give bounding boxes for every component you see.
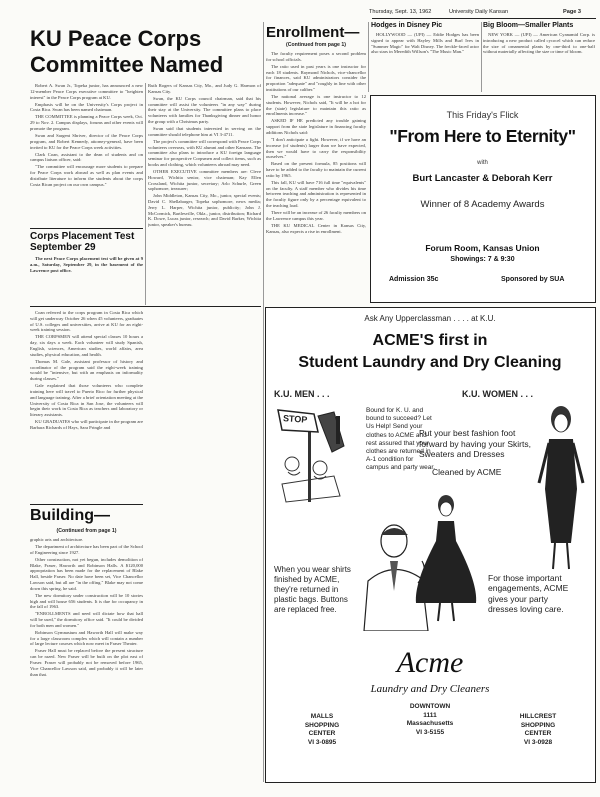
paragraph: KU GRADUATES who will participate in the program are Barbara Richards of Hays, Sara Pringle and xyxy=(30,419,143,430)
acme-logo: Acme xyxy=(396,646,464,679)
paragraph: The new dormitory under construction will be 10 stories high and will house 656 students. It is due for occupancy in the fall of 1963. xyxy=(30,592,143,610)
paragraph: The project's committee will correspond with Peace Corps volunteers overseas, with KU alumni and other Kansans. The committee also plans to introduce a KU foreign language seminar for prospective Corpsmen and collect items, such as books and clothing, which volunteers abroad may need. xyxy=(148,138,261,167)
paragraph: HOLLYWOOD — (UPI) — Eddie Hodges has been signed to appear with Hayley Mills and Burl Ives in "Summer Magic" for Walt Disney. The freckle-faced actor also stars in Meredith Willson's "The Music Man." xyxy=(371,32,479,55)
paragraph: The faculty requirement poses a second problem for school officials. xyxy=(266,51,366,62)
paragraph: "ENROLLMENTS and need will dictate how that hall will be used," the dormitory office said. "It could be divided for both men and women." xyxy=(30,611,143,628)
woman-party-dress-illustration xyxy=(406,493,486,623)
building-body xyxy=(30,537,143,787)
column-rule xyxy=(263,22,264,782)
paragraph: Ruth Rogers of Kansas City, Mo., and Judy G. Harmon of Kansas City. xyxy=(148,83,261,94)
peace-corps-col2 xyxy=(148,83,261,304)
flick-venue: Forum Room, Kansas Union xyxy=(425,243,540,253)
paragraph: There will be an increase of 26 faculty members on the Lawrence campus this year. xyxy=(266,210,366,221)
paragraph: Robinson Gymnasium and Haworth Hall will make way for a large classroom complex which will contain a number of large lecture courses which now meet in Fraser Theater. xyxy=(30,629,143,647)
paragraph: The department of architecture has been part of the School of Engineering since 1927. xyxy=(30,543,143,555)
acme-women-head: K.U. WOMEN . . . xyxy=(462,389,533,399)
paragraph: Swan and Sargent Shriver, director of the Peace Corps program, and Robert Kennedy, attorney-general, have been invited to KU for the Peace Corps week activities. xyxy=(30,132,143,150)
acme-women-text: Put your best fashion foot forward by having your Skirts, Sweaters and Dresses xyxy=(419,428,531,460)
paragraph: Gale explained that those volunteers who complete training here will travel to Puerto Rico for further physical and language training. After a brief orientation meeting at the University of Costa Rica in San Jose, the volunteers will begin their work in Costa Rica as teachers and laboratory or literary assistants. xyxy=(30,383,143,418)
paragraph: Clark Coan, assistant to the dean of students and on campus liaison officer, said: xyxy=(30,151,143,163)
enrollment-headline: Enrollment— xyxy=(266,24,360,41)
flick-kicker: This Friday's Flick xyxy=(446,110,519,120)
flick-ad xyxy=(370,95,596,303)
divider xyxy=(30,228,143,229)
flick-awards: Winner of 8 Academy Awards xyxy=(420,199,545,210)
acme-cleaned: Cleaned by ACME xyxy=(432,467,502,477)
acme-ad xyxy=(265,307,596,783)
stop-sign-text: STOP xyxy=(282,413,308,425)
paragraph: THE CORPSMEN will attend special classes 10 hours a day, six days a week. Each volunteer will study Spanish, English, sciences, American studies, world affairs, area studies, physical education, and health. xyxy=(30,334,143,357)
peace-corps-headline: KU Peace Corps Committee Named xyxy=(30,26,224,77)
corps-exam-headline: Corps Placement Test September 29 xyxy=(30,231,135,253)
paragraph: Other construction, not yet begun, includes demolition of Blake, Fraser, Haworth and Robinson Halls. A $120,000 appropriation has been made for the replacement of Blake Hall, beside Fraser. No date have been set, Vice Chancellor Lawson said, but all are "in the offing." Blake may not come down this spring, he said. xyxy=(30,556,143,591)
acme-ask: Ask Any Upperclassman . . . . at K.U. xyxy=(364,314,496,323)
column-rule xyxy=(481,22,482,92)
paragraph: Robert A. Swan Jr., Topeka junior, has announced a new 12-member Peace Corps executive committee to "heighten interest" in the Peace Corps program at KU. xyxy=(30,83,143,100)
divider xyxy=(30,306,261,307)
paragraph: THE COMMITTEE is planning a Peace Corps week, Oct. 29 to Nov. 2. Campus displays, forums and other events will promote the program. xyxy=(30,114,143,131)
flick-with: with xyxy=(477,160,488,166)
corps-exam-body xyxy=(30,310,143,502)
location-hillcrest: HILLCREST SHOPPING CENTER VI 3-0928 xyxy=(519,713,557,746)
acme-men-head: K.U. MEN . . . xyxy=(274,389,330,399)
acme-locations xyxy=(266,703,594,773)
location-downtown: DOWNTOWN 1111 Massachusetts VI 3-5155 xyxy=(406,703,454,736)
paragraph: Coan referred to the corps program in Costa Rica which will get underway October 26 when 45 volunteers, graduates of U.S. colleges and universities, arrive at KU for an eight-week training session. xyxy=(30,310,143,333)
building-continued: (Continued from page 1) xyxy=(56,528,117,534)
acme-shirts-text: When you wear shirts finished by ACME, they're returned in plastic bags. Buttons are replaced free. xyxy=(274,565,351,614)
folio-page: Page 3 xyxy=(563,9,582,15)
folio-date: Thursday, Sept. 13, 1962 xyxy=(369,9,432,15)
acme-men-text: Bound for K. U. and bound to succeed? Let Us Help! Send your clothes to ACME and rest assured that your clothes are returned in A-1 condition for campus and party wear. xyxy=(366,407,436,472)
folio-rule xyxy=(372,18,596,19)
flick-sponsor: Sponsored by SUA xyxy=(501,276,565,283)
paragraph: The national average is one instructor to 12 students. However, Nichols said, "It will be a hot for the (state) legislature to maintain this ratio as enrollments increase." xyxy=(266,93,366,117)
acme-women-text2: For those important engagements, ACME gives your party dresses loving care. xyxy=(488,573,569,615)
paragraph: "I don't anticipate a fight. However, if we have an increase (of students) larger than we have expected, then we would have to carry the responsibility ourselves." xyxy=(266,136,366,160)
bloom-body xyxy=(483,32,595,90)
flick-showings: Showings: 7 & 9:30 xyxy=(450,256,515,263)
hodges-headline: Hodges in Disney Pic xyxy=(371,22,443,29)
stop-sign-illustration xyxy=(274,406,354,506)
paragraph: NEW YORK — (UPI) — American Cyanamid Corp. is introducing a new product called cycocel which can reduce the size of ornamental plants by one-third to one-half without materially affecting the size or time of bloom. xyxy=(483,32,595,55)
paragraph: ASKED IF HE predicted any trouble gaining support from the state legislature in financing faculty additions Nichols said: xyxy=(266,118,366,135)
paragraph: Swan, the KU Corps council chairman, said that his committee will assist the volunteers "in any way" during their stay at the University. The committee plans to place volunteers with families for Thanksgiving dinner and honor the group with a Christmas party. xyxy=(148,95,261,124)
paragraph: Swan said that students interested in serving on the committee should telephone him at VI 3-4711. xyxy=(148,125,261,137)
paragraph: OTHER EXECUTIVE committee members are: Cleve Howard, Wichita senior, vice chairman; Kay Ellen Crossland, Wichita junior, secretary; Arlo Schurle, Green sophomore, treasurer; xyxy=(148,168,261,192)
paragraph: Fraser Hall must be replaced before the present structure can be razed. New Fraser will be built on the plot east of Fraser. Fraser will probably not be removed before 1965, Vice Chancellor Lawson said, and probably it will be later than that. xyxy=(30,648,143,677)
folio-paper: University Daily Kansan xyxy=(449,9,509,15)
flick-title: "From Here to Eternity" xyxy=(389,126,576,146)
folio-line xyxy=(263,8,595,18)
peace-corps-col1 xyxy=(30,83,143,218)
paragraph: Based on the present formula, 85 positions will have to be added to the faculty to maintain the current ratio by 1965. xyxy=(266,161,366,178)
corps-exam-lede xyxy=(30,256,143,304)
divider xyxy=(30,504,143,505)
woman-dark-dress-illustration xyxy=(531,403,591,573)
acme-headline1: ACME'S first in xyxy=(372,332,488,349)
column-rule xyxy=(368,22,369,92)
hodges-body xyxy=(371,32,479,90)
paragraph: graphic arts and architecture. xyxy=(30,537,84,542)
paragraph: The next Peace Corps placement test will be given at 9 a.m., Saturday, September 29, in the basement of the Lawrence post office. xyxy=(30,256,143,273)
building-headline: Building— xyxy=(30,507,110,524)
paragraph: Emphasis will be on the University's Corps project in Costa Rica. Swan has been named chairman. xyxy=(30,101,143,113)
paragraph: THE KU MEDICAL Center in Kansas City, Kansas, also expects a rise in enrollment. xyxy=(266,222,366,234)
location-malls: MALLS SHOPPING CENTER VI 3-0895 xyxy=(304,713,340,746)
enrollment-body xyxy=(266,51,366,304)
acme-headline2: Student Laundry and Dry Cleaning xyxy=(298,354,562,371)
enrollment-continued: (Continued from page 1) xyxy=(286,42,346,48)
flick-stars: Burt Lancaster & Deborah Kerr xyxy=(412,173,553,184)
column-rule xyxy=(145,83,146,305)
paragraph: "The committee will encourage more students to prepare for Peace Corps work abroad as well as plan events and distribute literature to inform the students about the corps Costa Rican project on our own campus." xyxy=(30,164,143,187)
paragraph: The ratio used in past years is one instructor for each 18 students. Raymond Nichols, vice-chancellor for finances, said KU administrators consider the proportion "adequate" and "roughly in line with other institutions of our caliber." xyxy=(266,63,366,92)
acme-tagline: Laundry and Dry Cleaners xyxy=(370,683,490,695)
paragraph: This fall, KU will have 716 full time "equivalents" on the faculty. A staff member who divides his time between teaching and administration is represented in the faculty figure only by a percentage equivalent to the teaching load. xyxy=(266,179,366,209)
bloom-headline: Big Bloom—Smaller Plants xyxy=(483,22,574,29)
paragraph: Thomas M. Gale, assistant professor of history and coordinator of the program said the eight-week training would be "intensive, but with an emphasis on informality during classes." xyxy=(30,358,143,382)
paragraph: John Middleton, Kansas City, Mo., junior, special events; David C. Shellabarger, Topeka sophomore, news media; Jerry L. Harper, Wichita junior, publicity; John J. McCormick, Bartlesville, Okla., junior, distribution; Richard K. Dowe, Lucas junior, research; and David Barker, Wichita junior, speaker's bureau. xyxy=(148,193,261,228)
flick-admission: Admission 35c xyxy=(389,276,439,283)
